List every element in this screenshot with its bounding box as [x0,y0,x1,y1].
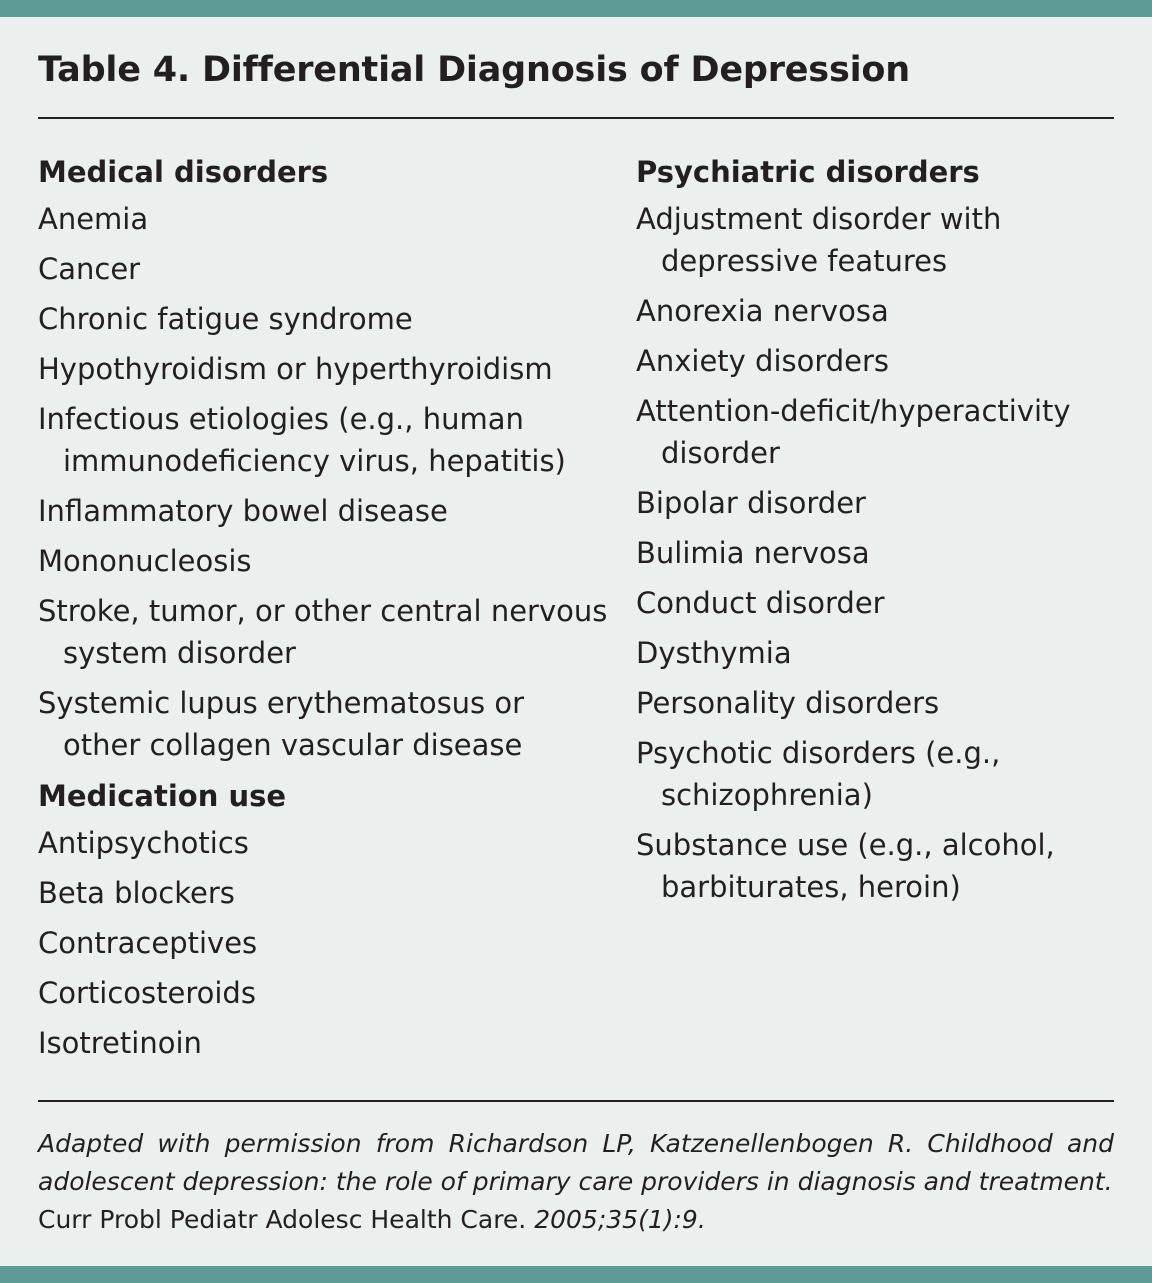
psychiatric-disorders-heading: Psychiatric disorders [636,155,980,189]
list-item: Contraceptives [38,926,258,960]
title-divider [38,117,1114,119]
medical-disorders-list [38,198,608,766]
list-item: Chronic fatigue syndrome [38,302,413,336]
list-item: Beta blockers [38,876,235,910]
list-item: Inflammatory bowel disease [38,494,448,528]
list-item: Personality disorders [636,686,940,720]
list-item: Bulimia nervosa [636,536,870,570]
list-item: Antipsychotics [38,826,249,860]
list-item: Substance use (e.g., alcohol, barbiturates, heroin) [636,828,1055,904]
list-item: Psychotic disorders (e.g., schizophrenia) [636,736,1001,812]
list-item: Mononucleosis [38,544,252,578]
list-item: Anorexia nervosa [636,294,889,328]
source-journal: Curr Probl Pediatr Adolesc Health Care. [38,1205,527,1234]
bottom-accent-bar [0,1266,1152,1283]
list-item: Anxiety disorders [636,344,890,378]
list-item: Conduct disorder [636,586,885,620]
list-item: Isotretinoin [38,1026,202,1060]
right-column [636,150,1116,916]
psychiatric-disorders-list [636,198,1116,908]
table-title: Table 4. Differential Diagnosis of Depression [38,50,910,90]
medical-disorders-heading: Medical disorders [38,155,329,189]
list-item: Bipolar disorder [636,486,866,520]
list-item: Cancer [38,252,141,286]
footer-divider [38,1100,1114,1102]
medication-use-heading: Medication use [38,779,287,813]
list-item: Hypothyroidism or hyperthyroidism [38,352,553,386]
list-item: Attention-deficit/hyperactivity disorder [636,394,1071,470]
list-item: Corticosteroids [38,976,256,1010]
source-citation [38,1125,1114,1239]
list-item: Systemic lupus erythematosus or other collagen vascular disease [38,686,525,762]
source-text: Adapted with permission from Richardson LP, Katzenellenbogen R. Childhood and adolescent depression: the role of primary care providers in diagnosis and treatment. [38,1129,1114,1196]
top-accent-bar [0,0,1152,17]
list-item: Infectious etiologies (e.g., human immunodeficiency virus, hepatitis) [38,402,566,478]
list-item: Anemia [38,202,149,236]
list-item: Stroke, tumor, or other central nervous system disorder [38,594,608,670]
list-item: Adjustment disorder with depressive features [636,202,1002,278]
medication-use-list [38,822,608,1064]
list-item: Dysthymia [636,636,792,670]
source-year-volume: 2005;35(1):9. [534,1205,706,1234]
left-column [38,150,608,1072]
